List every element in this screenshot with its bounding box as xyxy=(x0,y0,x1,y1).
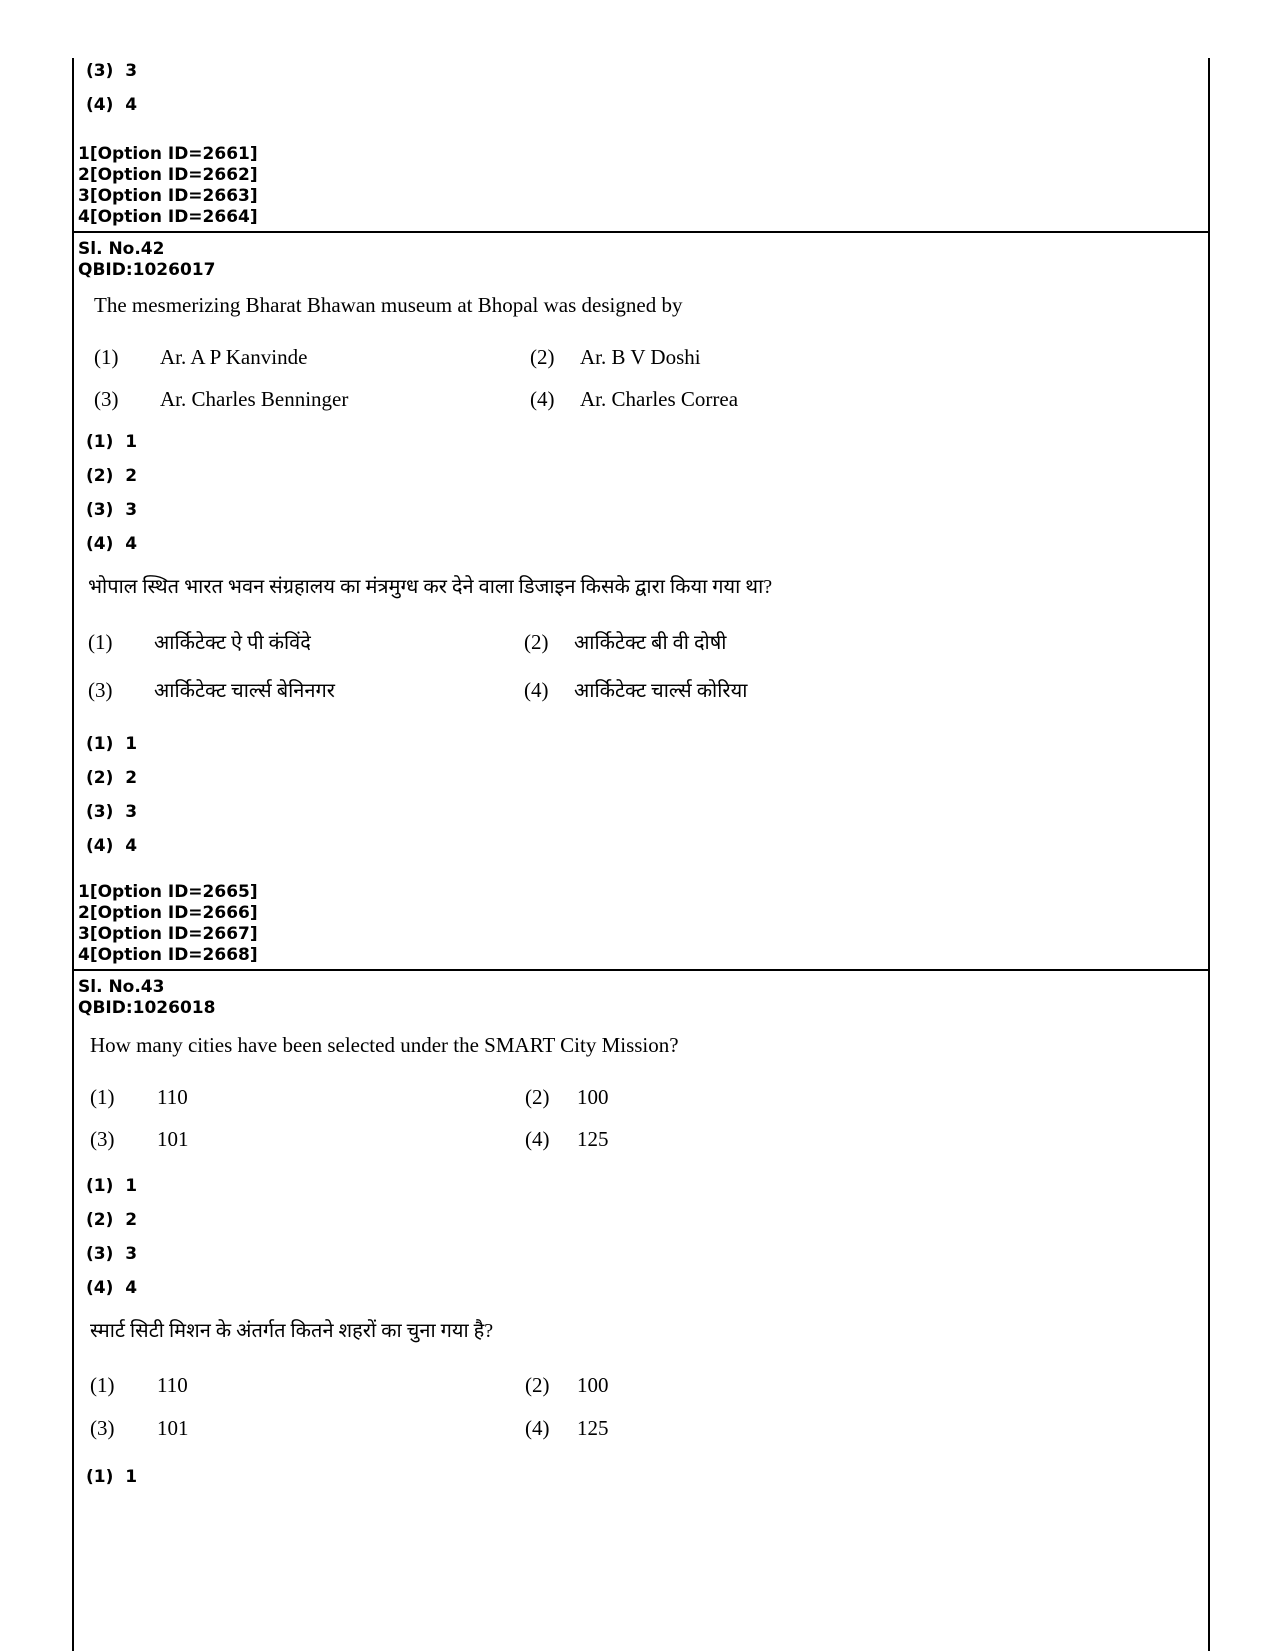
q42-answer-list-a xyxy=(86,432,137,568)
answer-option: (2) 2 xyxy=(86,466,138,486)
choice-text: Ar. B V Doshi xyxy=(580,345,701,369)
answer-option: (2) 2 xyxy=(86,1210,138,1230)
choice-number: (2) xyxy=(524,630,549,654)
answer-option: (3) 3 xyxy=(86,500,138,520)
answer-option: (2) 2 xyxy=(86,768,138,788)
choice-number: (1) xyxy=(94,345,119,369)
choice-number: (3) xyxy=(88,678,113,702)
choice-text: 100 xyxy=(577,1373,609,1397)
choice-number: (4) xyxy=(524,678,549,702)
question-divider xyxy=(72,969,1210,971)
option-id: 2[Option ID=2662] xyxy=(78,165,258,185)
answer-option: (3) 3 xyxy=(86,61,138,81)
q42-question-hindi: भोपाल स्थित भारत भवन संग्रहालय का मंत्रमुग्ध कर देने वाला डिजाइन किसके द्वारा किया गया था? xyxy=(88,576,773,598)
choice-text: आर्किटेक्ट चार्ल्स कोरिया xyxy=(574,680,748,702)
answer-option: (1) 1 xyxy=(86,1467,138,1487)
choice-text: Ar. Charles Benninger xyxy=(160,387,349,411)
choice-number: (4) xyxy=(525,1416,550,1440)
choice-text: 110 xyxy=(157,1373,188,1397)
choice-number: (2) xyxy=(530,345,555,369)
choice-text: आर्किटेक्ट बी वी दोषी xyxy=(574,632,727,654)
answer-option: (3) 3 xyxy=(86,802,138,822)
q42-option-ids xyxy=(78,882,258,966)
choice-text: 125 xyxy=(577,1127,609,1151)
answer-option: (4) 4 xyxy=(86,836,138,856)
choice-text: 101 xyxy=(157,1127,189,1151)
choice-number: (3) xyxy=(90,1127,115,1151)
answer-option: (1) 1 xyxy=(86,432,138,452)
choice-text: Ar. A P Kanvinde xyxy=(160,345,308,369)
prev-answer-list xyxy=(86,61,137,129)
q43-question-english: How many cities have been selected under the SMART City Mission? xyxy=(90,1033,679,1057)
q43-header xyxy=(78,977,215,1019)
q42-question-english: The mesmerizing Bharat Bhawan museum at Bhopal was designed by xyxy=(94,293,683,317)
serial-number: Sl. No.42 xyxy=(78,239,165,259)
qbid: QBID:1026018 xyxy=(78,998,216,1018)
choice-text: 100 xyxy=(577,1085,609,1109)
option-id: 3[Option ID=2667] xyxy=(78,924,258,944)
choice-number: (1) xyxy=(90,1085,115,1109)
qbid: QBID:1026017 xyxy=(78,260,216,280)
choice-number: (3) xyxy=(94,387,119,411)
choice-number: (1) xyxy=(90,1373,115,1397)
choice-number: (4) xyxy=(530,387,555,411)
choice-text: आर्किटेक्ट ऐ पी कंविंदे xyxy=(154,632,311,654)
option-id: 4[Option ID=2668] xyxy=(78,945,258,965)
q42-header xyxy=(78,239,215,281)
option-id: 2[Option ID=2666] xyxy=(78,903,258,923)
q43-answer-list-b xyxy=(86,1467,137,1501)
answer-option: (4) 4 xyxy=(86,95,138,115)
choice-text: आर्किटेक्ट चार्ल्स बेनिनगर xyxy=(154,680,335,702)
option-id: 1[Option ID=2661] xyxy=(78,144,258,164)
choice-number: (2) xyxy=(525,1085,550,1109)
answer-option: (4) 4 xyxy=(86,1278,138,1298)
choice-text: 101 xyxy=(157,1416,189,1440)
q43-question-hindi: स्मार्ट सिटी मिशन के अंतर्गत कितने शहरों का चुना गया है? xyxy=(90,1320,494,1342)
answer-option: (1) 1 xyxy=(86,1176,138,1196)
choice-text: Ar. Charles Correa xyxy=(580,387,739,411)
q42-answer-list-b xyxy=(86,734,137,870)
q43-answer-list-a xyxy=(86,1176,137,1312)
choice-number: (2) xyxy=(525,1373,550,1397)
option-id: 4[Option ID=2664] xyxy=(78,207,258,227)
option-id: 1[Option ID=2665] xyxy=(78,882,258,902)
answer-option: (1) 1 xyxy=(86,734,138,754)
choice-text: 110 xyxy=(157,1085,188,1109)
option-id: 3[Option ID=2663] xyxy=(78,186,258,206)
answer-option: (3) 3 xyxy=(86,1244,138,1264)
choice-number: (4) xyxy=(525,1127,550,1151)
prev-option-ids xyxy=(78,144,258,228)
choice-text: 125 xyxy=(577,1416,609,1440)
serial-number: Sl. No.43 xyxy=(78,977,165,997)
answer-option: (4) 4 xyxy=(86,534,138,554)
choice-number: (3) xyxy=(90,1416,115,1440)
question-divider xyxy=(72,231,1210,233)
choice-number: (1) xyxy=(88,630,113,654)
